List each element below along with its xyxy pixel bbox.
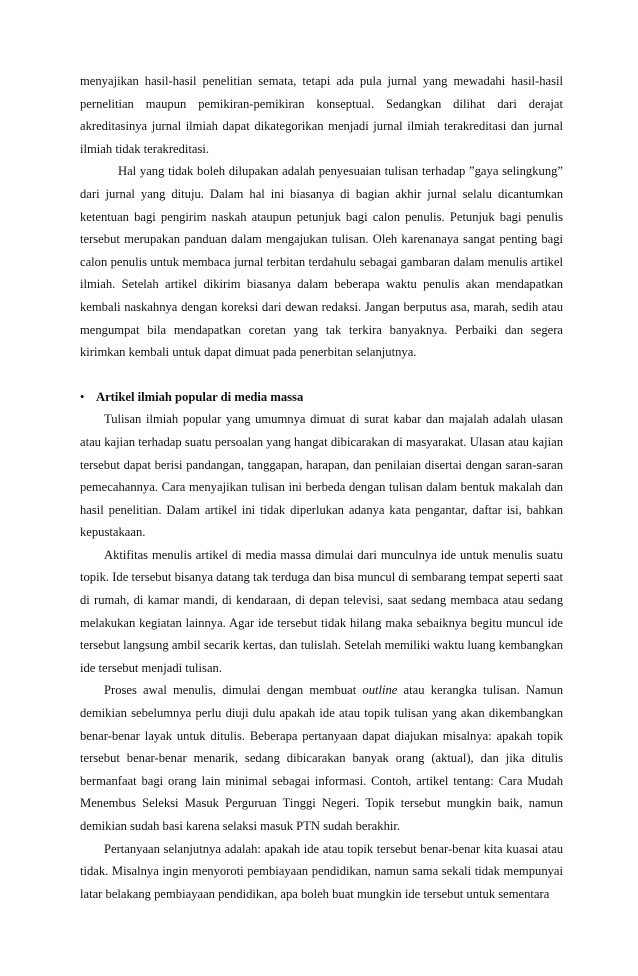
paragraph-jurnal-akreditasi: menyajikan hasil-hasil penelitian semata, tetapi ada pula jurnal yang mewadahi hasil-hasil pernelitian maupun pemikiran-pemikiran konseptual. Sedangkan dilihat dari derajat akreditasinya jurnal ilmiah dapat dikategorikan menjadi jurnal ilmiah terakreditasi dan jurnal ilmiah tidak terakreditasi. [80,74,563,156]
paragraph-tulisan-ilmiah-popular: Tulisan ilmiah popular yang umumnya dimuat di surat kabar dan majalah adalah ulasan atau kajian terhadap suatu persoalan yang hangat dibicarakan di masyarakat. Ulasan atau kajian tersebut dapat berisi pandangan, tanggapan, harapan, dan penilaian disertai dengan saran-saran pemecahannya. Cara menyajikan tulisan ini berbeda dengan tulisan dalam bentuk makalah dan hasil penelitian. Dalam artikel ini tidak diperlukan adanya kata pengantar, daftar isi, bahkan kepustakaan. [80,412,563,540]
bullet-icon: • [80,389,85,404]
paragraph-aktifitas-menulis: Aktifitas menulis artikel di media massa dimulai dari munculnya ide untuk menulis suatu topik. Ide tersebut bisanya datang tak terduga dan bisa muncul di sembarang tempat seperti saat di rumah, di kamar mandi, di kendaraan, di depan televisi, saat sedang membaca atau sedang melakukan kegiatan lainnya. Agar ide tersebut tidak hilang maka sebaiknya begitu muncul ide tersebut langsung ambil secarik kertas, dan tulislah. Setelah memiliki waktu luang kembangkan ide tersebut menjadi tulisan. [80,547,563,675]
section-heading-text: Artikel ilmiah popular di media massa [96,389,304,404]
section-heading [80,386,563,409]
paragraph-gap [80,364,563,386]
paragraph-gaya-selingkung: Hal yang tidak boleh dilupakan adalah penyesuaian tulisan terhadap ”gaya selingkung” dari jurnal yang dituju. Dalam hal ini biasanya di bagian akhir jurnal selalu dicantumkan ketentuan bagi pengirim naskah ataupun petunjuk bagi calon penulis. Petunjuk bagi penulis tersebut merupakan panduan dalam mengajukan tulisan. Oleh karenanaya sangat penting bagi calon penulis untuk membaca jurnal terbitan terdahulu sebagai gambaran dalam menulis artikel ilmiah. Setelah artikel dikirim biasanya dalam beberapa waktu penulis akan mendapatkan kembali naskahnya dengan koreksi dari dewan redaksi. Jangan berputus asa, marah, sedih atau mengumpat bila mendapatkan coretan yang tak terkira banyaknya. Perbaiki dan segera kirimkan kembali untuk dapat dimuat pada penerbitan selanjutnya. [80,164,563,360]
document-page [80,70,563,905]
paragraph-proses-awal [80,679,563,837]
text-run: atau kerangka tulisan. Namun demikian sebelumnya perlu diuji dulu apakah ide atau topik tulisan yang akan dikembangkan benar-benar layak untuk ditulis. Beberapa pertanyaan dapat diajukan misalnya: apakah topik tersebut benar-benar menarik, sedang dibicarakan banyak orang (aktual), dan jika ditulis bermanfaat bagi orang lain minimal sebagai informasi. Contoh, artikel tentang: Cara Mudah Menembus Seleksi Masuk Perguruan Tinggi Negeri. Topik tersebut mungkin baik, namun demikian sudah basi karena selaksi masuk PTN sudah berakhir. [80,683,563,833]
paragraph-pertanyaan-selanjutnya: Pertanyaan selanjutnya adalah: apakah ide atau topik tersebut benar-benar kita kuasai atau tidak. Misalnya ingin menyoroti pembiayaan pendidikan, namun sama sekali tidak mempunyai latar belakang pembiayaan pendidikan, apa boleh buat mungkin ide tersebut untuk sementara [80,841,563,901]
outline-term: outline [362,683,398,698]
text-run: Proses awal menulis, dimulai dengan membuat [104,683,363,698]
